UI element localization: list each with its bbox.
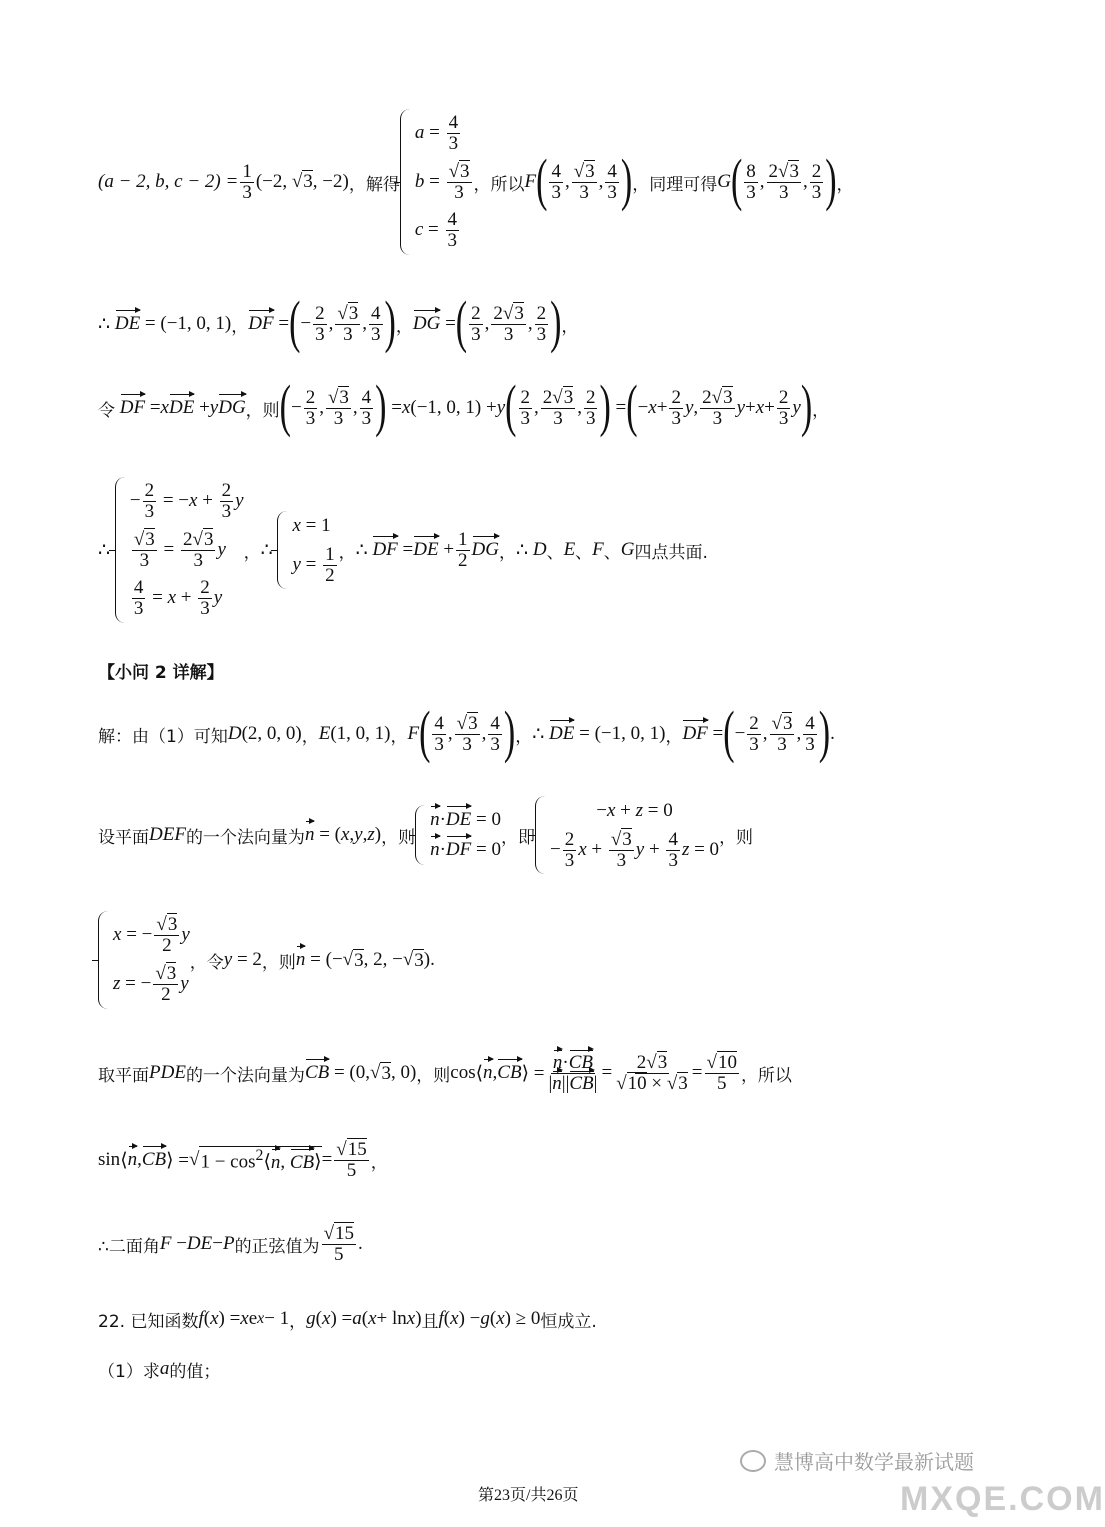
- therefore-symbol-5: ∴: [515, 539, 529, 561]
- therefore-symbol-3: ∴: [260, 539, 273, 561]
- therefore-symbol-4: ∴: [355, 539, 368, 561]
- wechat-icon: [740, 1450, 766, 1472]
- text-comma-6: ，: [243, 542, 261, 563]
- equation-line-9: sin ⟨ n , CB ⟩ = √ $1 - \cos^2⟨n$, CB⟩ = √ 15 5 ，: [98, 1130, 388, 1190]
- text-comma: ，: [836, 174, 854, 195]
- text-coplanar: 四点共面.: [634, 542, 708, 563]
- text-solved: ，解得: [348, 174, 400, 195]
- text-then: ，则: [245, 400, 280, 421]
- text-similarly-G: ，同理可得: [632, 174, 718, 195]
- equation-line-8: 取平面 PDE 的一个法向量为 CB = (0, √ 3 , 0) ，则 cos ⟨ n , CB ⟩ = n·CB |n||CB| = 2√ 3 √ 10 × √ 3 = √ 10 5 ，所以: [98, 1038, 792, 1108]
- text-comma-2: ，: [231, 316, 249, 337]
- part2-heading: 【小问 2 详解】: [98, 663, 224, 683]
- text-so-F: ，所以: [473, 174, 525, 195]
- question-22: 22. 已知函数 f ( x ) = x e x − 1 ， g ( x ) = a ( x + ln x ) 且 f ( x ) − g ( x ) ≥ 0 恒成立.: [98, 1308, 597, 1332]
- equation-line-5: 解：由（1）可知 D (2, 0, 0) ， E (1, 0, 1) ， F ( 4 3 , √ 3 3 , 4 3 ) ， ∴ DE = (−1, 0, 1) ， DF = ( − 2 3 , √ 3 3 , 4 3 ) .: [98, 702, 835, 766]
- equation-line-10: ∴二面角 F − DE − P 的正弦值为 √ 15 5 .: [98, 1212, 363, 1276]
- text-sol-prefix: 解：由（1）可知: [98, 726, 228, 747]
- question-22-part-1: （1）求 a 的值；: [98, 1358, 221, 1382]
- equation-line-2: ∴ DE = (−1, 0, 1) ， DF = ( − 2 3 , √ 3 3 , 4 3 ) ， DG = ( 2 3 , 2√ 3 3 , 2 3 ) ，: [98, 292, 578, 356]
- text-comma-3: ，: [395, 316, 413, 337]
- equation-line-1: (a − 2, b, c − 2) = $\frac{1}{3}$ (−2, √ 3, −2) ，解得 a = $\frac{4}{3}$ b = √ $\frac{3}{3}$ c = $\frac{4}{3}$ ，所以 F ( 4 3 , √ 3 3 , 4 3 ) ，同理可得 G ( 8 3 , 2√ 3 3 , 2 3 ) ，: [98, 92, 854, 272]
- watermark-site: MXQE.COM: [900, 1480, 1105, 1518]
- equation-line-7: x = − √ $\frac{3}{2}$ y z = − √ $\frac{3}{2}$ y ，令 y = 2 ，则 n = (− √ 3 , 2, − √ 3 ) .: [98, 898, 435, 1022]
- text-comma-5: ，: [812, 400, 830, 421]
- watermark-wechat: 慧博高中数学最新试题: [740, 1446, 974, 1475]
- therefore-symbol-2: ∴: [98, 539, 111, 561]
- equation-line-4: ∴ − $\frac{2}{3}$ = −x + $\frac{2}{3}$ y √ $\frac{3}{3}$ = $\frac{2√ 3}{3}$ y $\frac{4}{3}$ = x + $\frac{2}{3}$ y ， ∴ x = 1 y = $\frac{1}{2}$ ， ∴ DF = DE + 1 2 DG ， ∴ D 、 E 、 F 、 G 四点共面.: [98, 458, 708, 642]
- text-comma-4: ，: [561, 316, 579, 337]
- therefore-symbol: ∴: [98, 313, 111, 335]
- text-comma-8: ，: [498, 542, 516, 563]
- page-footer: 第23页/共26页: [478, 1487, 579, 1504]
- text-comma-7: ，: [338, 542, 356, 563]
- text-let: 令: [98, 400, 115, 421]
- equation-line-3: 令 DF = x DE + y DG ，则 ( − 2 3 , √ 3 3 , 4 3 ) = x (−1, 0, 1) + y ( 2 3 , 2√ 3 3 , 2 3 ) = ( − x + 2 3 y , 2√ 3 3 y + x + 2 3 y ) ，: [98, 376, 829, 440]
- text-normal-prefix: 设平面: [98, 827, 149, 848]
- equation-line-6: 设平面 DEF 的一个法向量为 n = ( x , y , z ) ，则 n·DE = 0 n·DF = 0 ，即 −x + z = 0 − $\frac{2}{3}$ x + √ $\frac{3}{3}$ y + $\frac{4}{3}$ z = 0 ，则: [98, 788, 753, 882]
